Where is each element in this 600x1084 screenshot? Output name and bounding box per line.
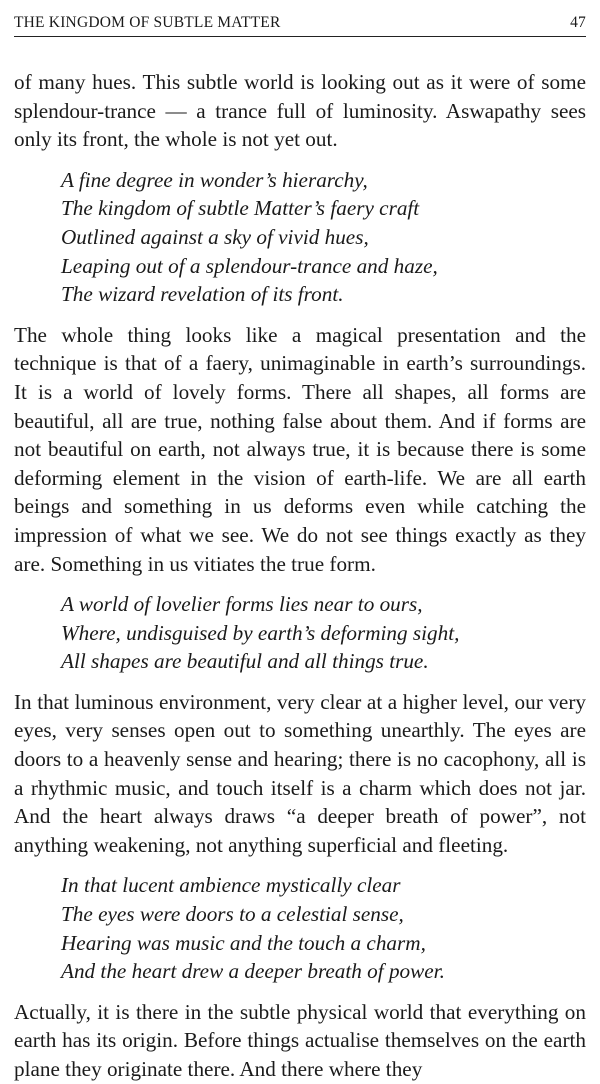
- verse-line: The eyes were doors to a celestial sense,: [61, 902, 404, 927]
- verse-line: Where, undisguised by earth’s deforming sight,: [61, 620, 460, 645]
- chapter-title: THE KINGDOM OF SUBTLE MATTER: [14, 14, 281, 31]
- verse-line: A world of lovelier forms lies near to ours,: [61, 592, 423, 617]
- verse-line: All shapes are beautiful and all things true.: [61, 649, 429, 674]
- paragraph: In that luminous environment, very clear at a higher level, our very eyes, very senses open out to something unearthly. The eyes are doors to a heavenly sense and hearing; there is no cacophony, all is a rhythmic music, and touch itself is a charm which does not jar. And the heart always draws “a deeper breath of power”, not anything weakening, not anything superficial and fleeting.: [14, 689, 586, 857]
- paragraph: Actually, it is there in the subtle physical world that everything on earth has its origin. Before things actualise themselves on the earth plane they originate there. And there where they: [14, 999, 586, 1081]
- verse-line: The wizard revelation of its front.: [61, 282, 344, 307]
- body-text: [14, 68, 586, 1084]
- page-number: 47: [570, 14, 586, 31]
- verse-line: Leaping out of a splendour-trance and haze,: [61, 253, 438, 278]
- book-page: [14, 0, 586, 1081]
- running-header: [14, 0, 586, 37]
- verse-line: In that lucent ambience mystically clear: [61, 873, 401, 898]
- verse-line: And the heart drew a deeper breath of power.: [61, 959, 445, 984]
- verse-line: Outlined against a sky of vivid hues,: [61, 224, 369, 249]
- verse-quote: [61, 166, 586, 309]
- verse-quote: [61, 590, 586, 676]
- verse-line: The kingdom of subtle Matter’s faery craft: [61, 196, 420, 221]
- verse-line: Hearing was music and the touch a charm,: [61, 930, 426, 955]
- paragraph: The whole thing looks like a magical presentation and the technique is that of a faery, unimaginable in earth’s surroundings. It is a world of lovely forms. There all shapes, all forms are beautiful, all are true, nothing false about them. And if forms are not beautiful on earth, not always true, it is because there is some deforming element in the vision of earth-life. We are all earth beings and something in us deforms even while catching the impression of what we see. We do not see things exactly as they are. Something in us vitiates the true form.: [14, 322, 586, 576]
- verse-line: A fine degree in wonder’s hierarchy,: [61, 167, 368, 192]
- paragraph: of many hues. This subtle world is looking out as it were of some splendour-trance — a trance full of luminosity. Aswapathy sees only its front, the whole is not yet out.: [14, 70, 586, 152]
- verse-quote: [61, 871, 586, 985]
